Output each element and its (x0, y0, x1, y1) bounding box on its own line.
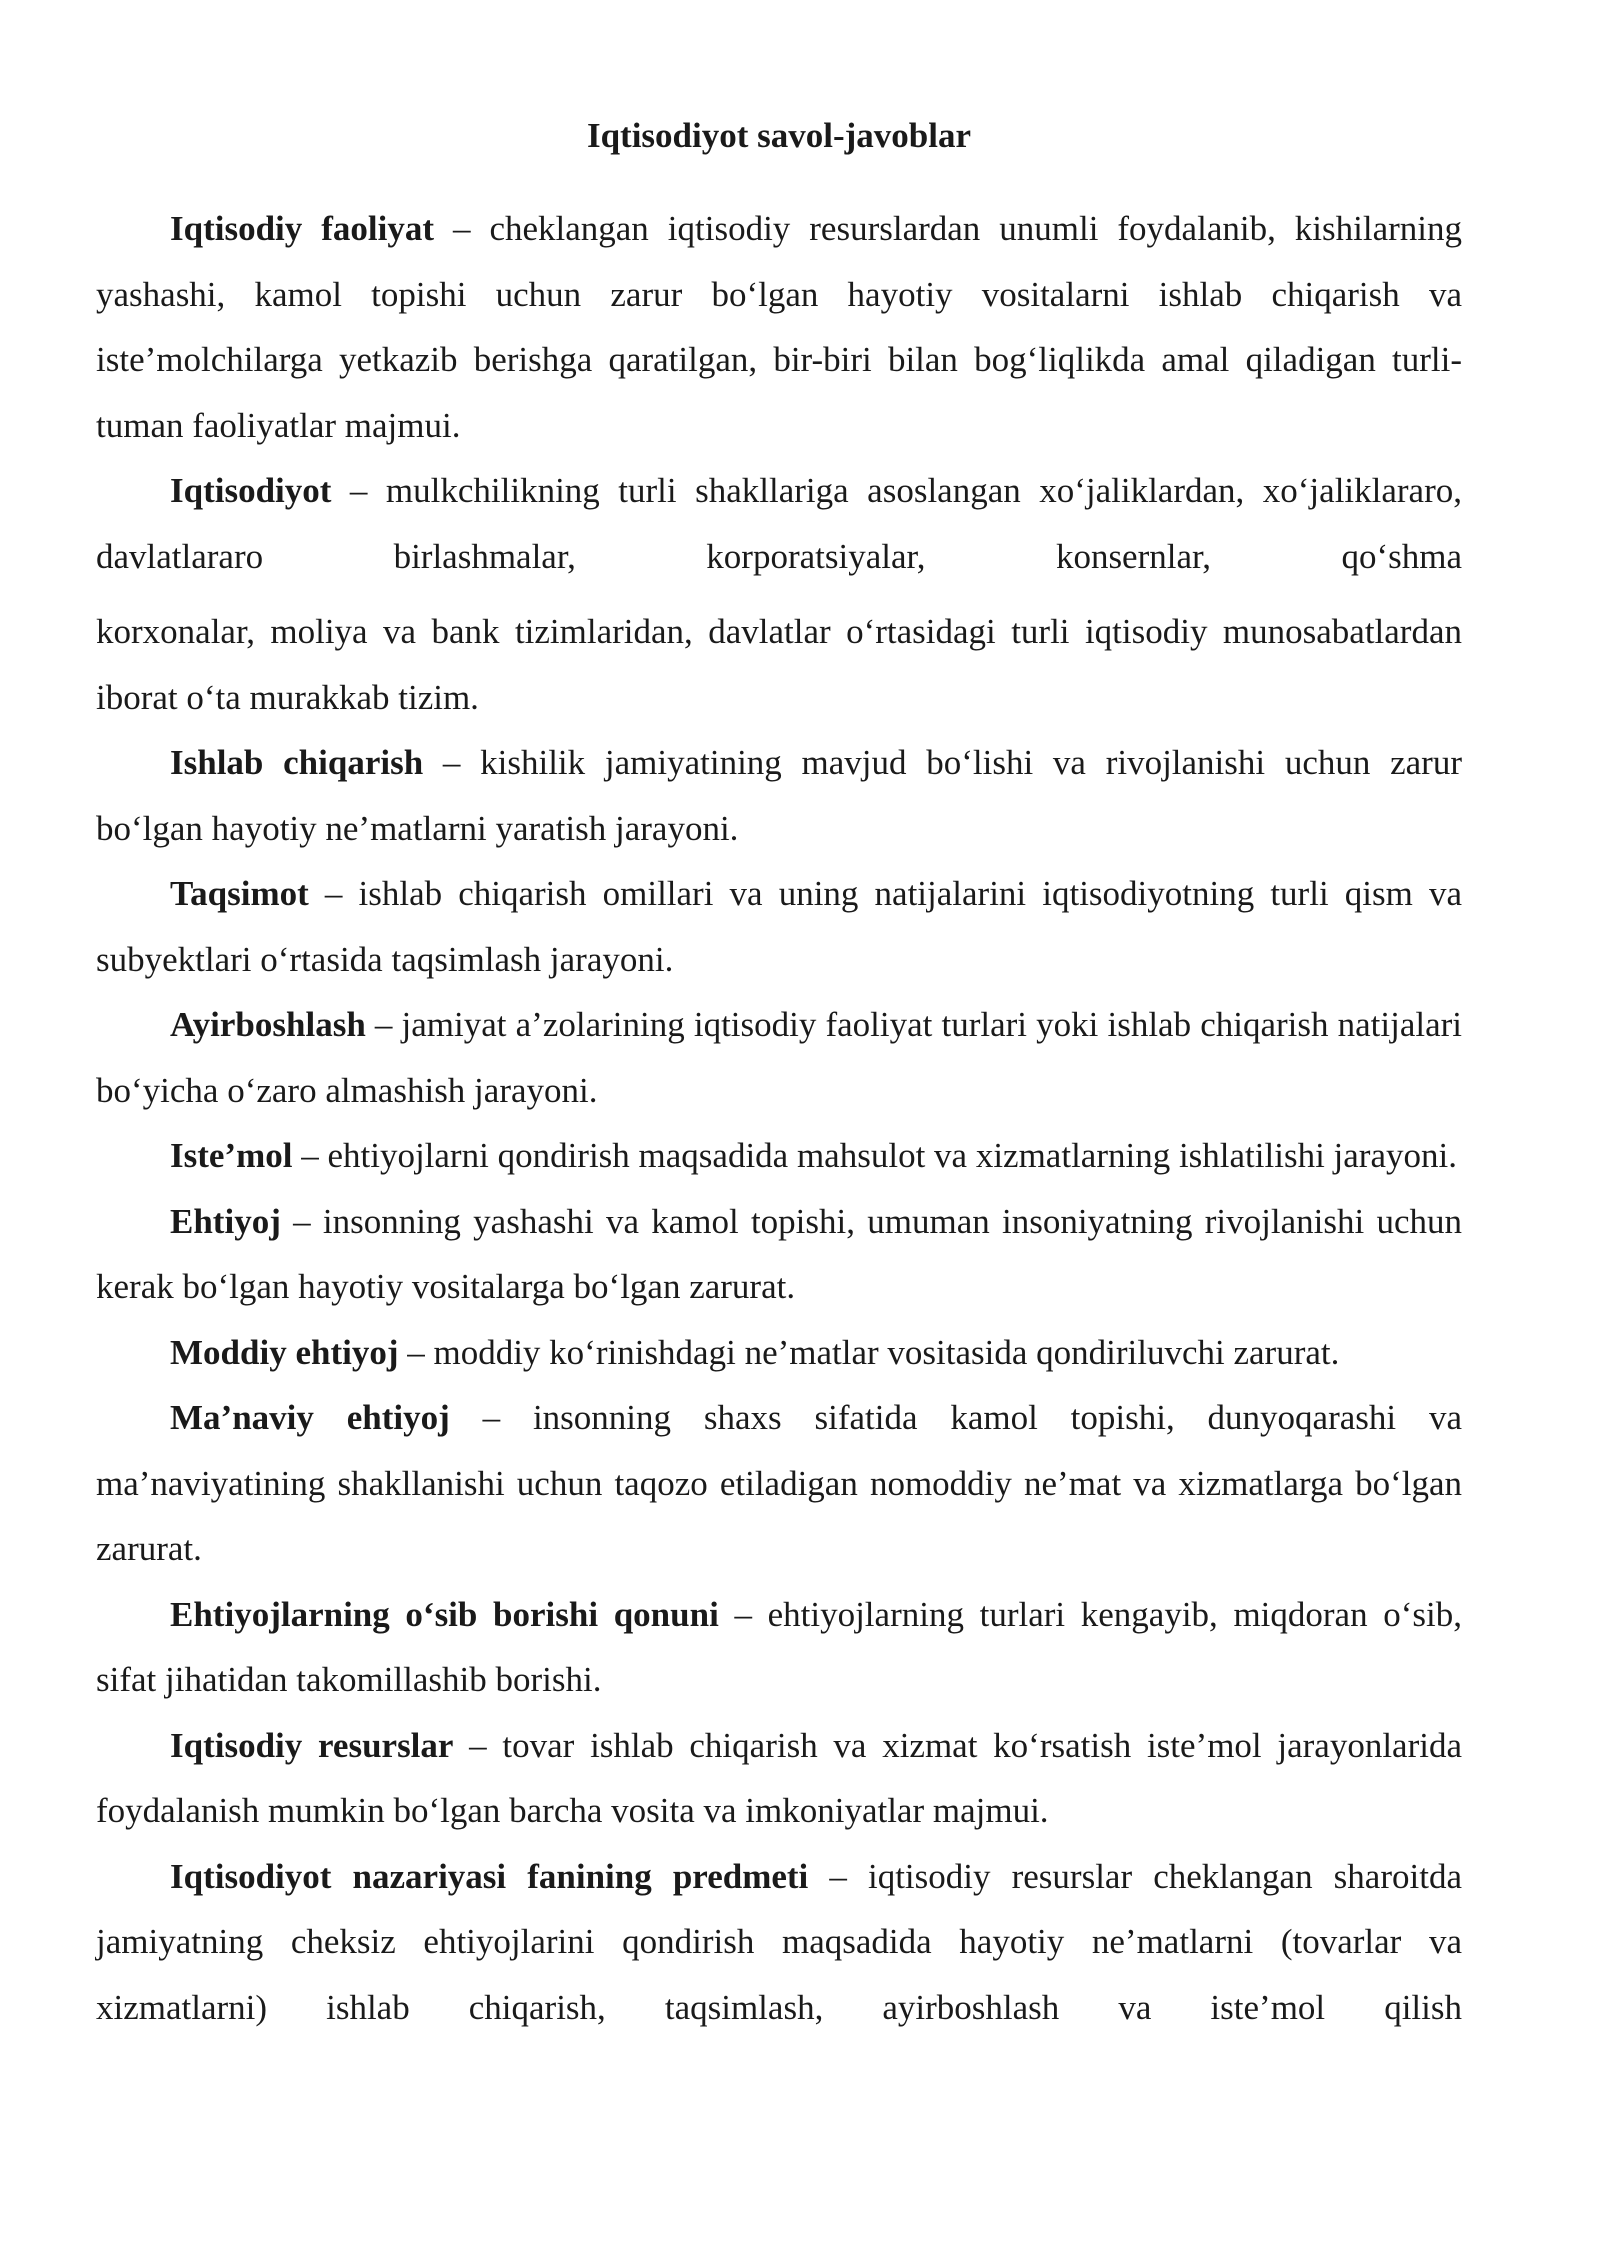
term: Ayirboshlash (170, 1005, 366, 1044)
definition: – iqtisodiy resurslar cheklangan sharoitda jamiyatning cheksiz ehtiyojlarini qondirish maqsadida hayotiy ne’matlarni (tovarlar va xizmatlarni) ishlab chiqarish, taqsimlash, ayirboshlash va iste’mol qilish (96, 1856, 1462, 2027)
term: Ma’naviy ehtiyoj (170, 1398, 450, 1437)
paragraph-ishlab-chiqarish (96, 730, 1462, 861)
term: Taqsimot (170, 874, 309, 913)
definition: – insonning shaxs sifatida kamol topishi, dunyoqarashi va ma’naviyatining shakllanishi uchun taqozo etiladigan nomoddiy ne’mat va xizmatlarga bo‘lgan zarurat. (96, 1398, 1462, 1568)
definition: – ehtiyojlarni qondirish maqsadida mahsulot va xizmatlarning ishlatilishi jarayoni. (292, 1136, 1457, 1175)
definition: – insonning yashashi va kamol topishi, umuman insoniyatning rivojlanishi uchun kerak bo‘lgan hayotiy vositalarga bo‘lgan zarurat. (96, 1201, 1462, 1306)
paragraph-iqtisodiyot-continued (96, 599, 1462, 730)
definition: – ehtiyojlarning turlari kengayib, miqdoran o‘sib, sifat jihatidan takomillashib borishi. (96, 1594, 1462, 1699)
term: Ehtiyoj (170, 1201, 281, 1241)
definition: – mulkchilikning turli shakllariga asoslangan xo‘jaliklardan, xo‘jaliklararo, davlatlararo birlashmalar, korporatsiyalar, konsernlar, qo‘shma (96, 471, 1462, 576)
definition: – jamiyat a’zolarining iqtisodiy faoliyat turlari yoki ishlab chiqarish natijalari bo‘yicha o‘zaro almashish jarayoni. (96, 1005, 1462, 1110)
term: Ishlab chiqarish (170, 743, 424, 782)
definition: – cheklangan iqtisodiy resurslardan unumli foydalanib, kishilarning yashashi, kamol topishi uchun zarur bo‘lgan hayotiy vositalarni ishlab chiqarish va iste’molchilarga yetkazib berishga qaratilgan, bir-biri bilan bog‘liqlikda amal qiladigan turli-tuman faoliyatlar majmui. (96, 209, 1463, 445)
paragraph-iqtisodiy-faoliyat (96, 196, 1462, 458)
paragraph-ehtiyoj (96, 1189, 1462, 1320)
term: Iqtisodiy faoliyat (170, 209, 435, 248)
paragraph-manaviy-ehtiyoj (96, 1385, 1462, 1582)
definition: – tovar ishlab chiqarish va xizmat ko‘rsatish iste’mol jarayonlarida foydalanish mumkin bo‘lgan barcha vosita va imkoniyatlar majmui. (96, 1725, 1462, 1830)
paragraph-iqtisodiy-resurslar (96, 1713, 1462, 1844)
term: Ehtiyojlarning o‘sib borishi qonuni (170, 1594, 719, 1634)
paragraph-istemol (96, 1123, 1462, 1189)
paragraph-ehtiyojlarning-osib-borishi-qonuni (96, 1582, 1462, 1713)
term: Iqtisodiyot nazariyasi fanining predmeti (170, 1856, 809, 1896)
definition: – moddiy ko‘rinishdagi ne’matlar vositasida qondiriluvchi zarurat. (398, 1332, 1340, 1372)
term: Iste’mol (170, 1136, 293, 1175)
paragraph-iqtisodiyot-nazariyasi-predmeti (96, 1844, 1462, 2041)
definition: – ishlab chiqarish omillari va uning natijalarini iqtisodiyotning turli qism va subyektlari o‘rtasida taqsimlash jarayoni. (96, 874, 1462, 979)
paragraph-ayirboshlash (96, 992, 1462, 1123)
term: Iqtisodiy resurslar (170, 1725, 454, 1765)
document-body (96, 196, 1462, 2040)
term: Moddiy ehtiyoj (170, 1332, 399, 1372)
definition: – kishilik jamiyatining mavjud bo‘lishi va rivojlanishi uchun zarur bo‘lgan hayotiy ne’matlarni yaratish jarayoni. (96, 743, 1462, 848)
document-title: Iqtisodiyot savol-javoblar (586, 116, 972, 155)
paragraph-iqtisodiyot (96, 458, 1462, 589)
term: Iqtisodiyot (170, 471, 332, 510)
definition-continued: korxonalar, moliya va bank tizimlaridan, davlatlar o‘rtasidagi turli iqtisodiy munosabatlardan iborat o‘ta murakkab tizim. (96, 612, 1462, 717)
paragraph-taqsimot (96, 861, 1462, 992)
paragraph-moddiy-ehtiyoj (96, 1320, 1462, 1386)
